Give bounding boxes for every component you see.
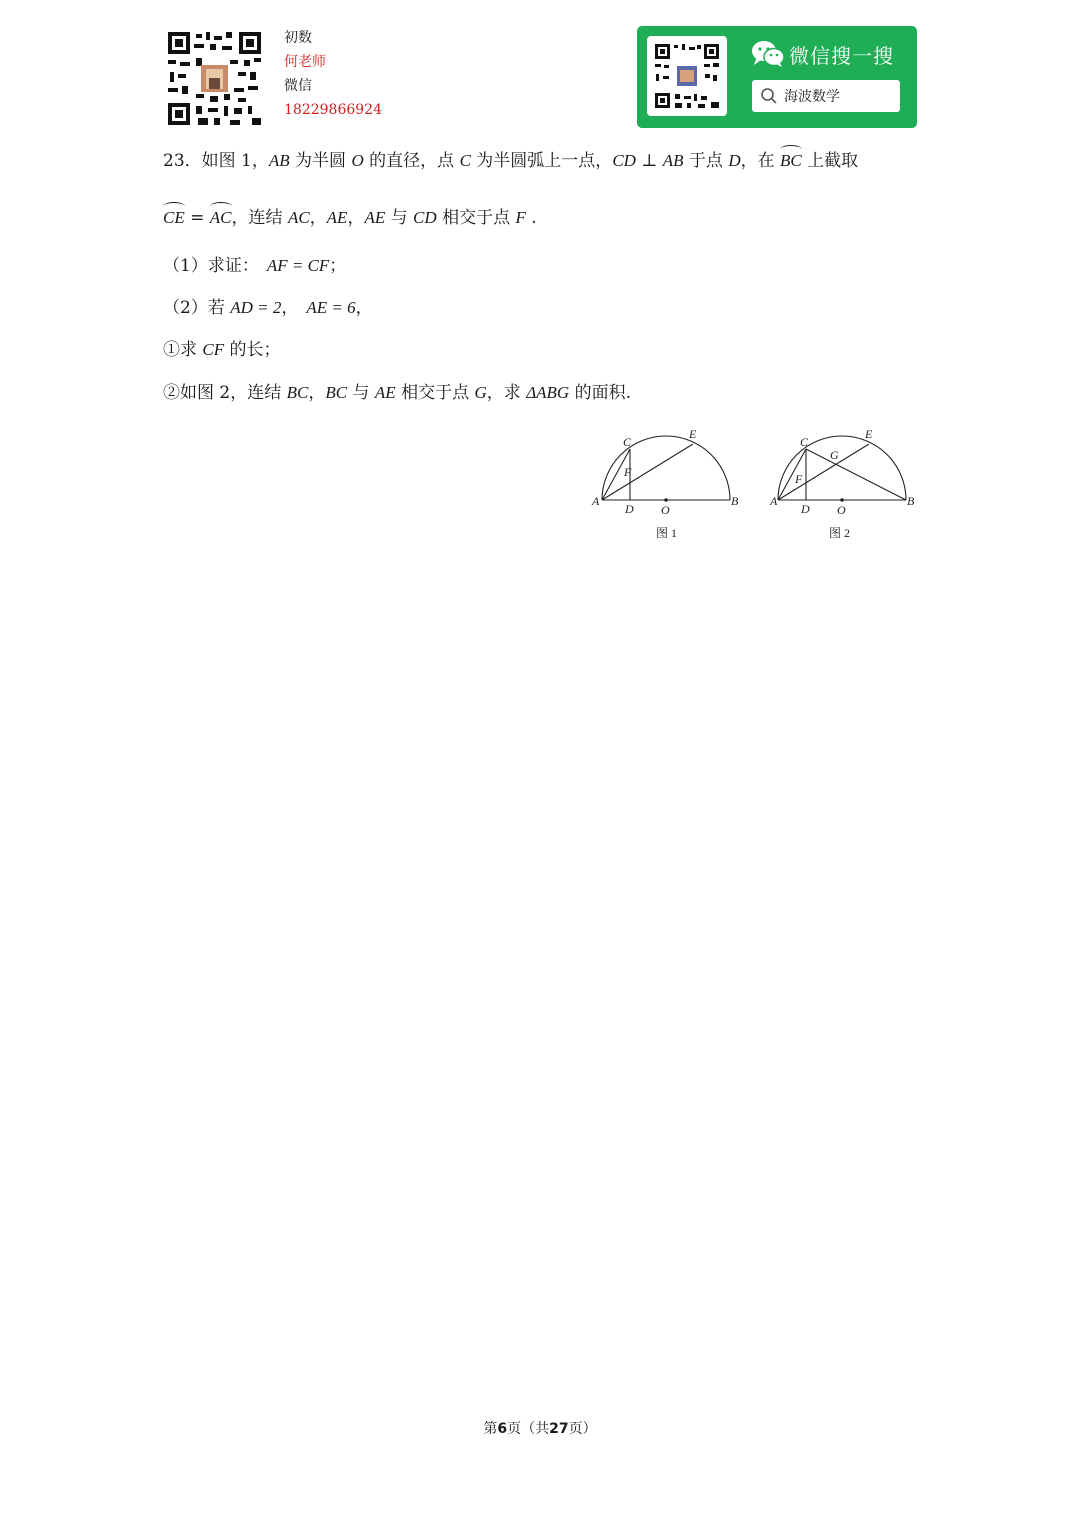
footer-text: 第 — [483, 1421, 498, 1437]
math-symbol: CF — [202, 340, 225, 359]
text-segment: ， — [309, 208, 327, 228]
math-symbol: F — [515, 208, 526, 227]
text-segment: 为半圆 — [289, 151, 352, 171]
wechat-search-title: 微信搜一搜 — [789, 44, 894, 68]
fig2-label-E: E — [865, 427, 873, 441]
wechat-search-banner — [637, 26, 917, 128]
text-segment: ； — [329, 256, 347, 276]
math-arc-symbol: AC — [209, 208, 232, 227]
text-segment: 与 — [347, 383, 375, 403]
search-icon — [760, 87, 778, 105]
fig2-label-G: G — [830, 448, 839, 462]
math-symbol: C — [459, 151, 471, 170]
text-segment: 的直径，点 — [363, 151, 460, 171]
text-segment: ， — [308, 383, 326, 403]
fig1-caption: 图 1 — [656, 526, 678, 540]
math-symbol: BC — [325, 383, 348, 402]
fig2-label-O: O — [837, 503, 846, 517]
math-operator: ⊥ — [635, 151, 663, 171]
text-segment: 上截取 — [801, 151, 859, 171]
wechat-qr-frame — [647, 36, 727, 116]
text-segment: 如图 1， — [201, 151, 269, 171]
fig1-label-D: D — [625, 502, 634, 516]
page-number: 6 — [497, 1421, 508, 1437]
fig1-label-C: C — [623, 435, 632, 449]
text-segment: ，求 — [486, 383, 527, 403]
contact-info — [284, 26, 382, 122]
question-sub-1 — [163, 339, 281, 361]
footer-text: 页） — [568, 1421, 597, 1437]
math-symbol: AB — [268, 151, 290, 170]
text-segment: ， — [281, 298, 299, 318]
fig1-label-A: A — [592, 494, 600, 508]
text-segment: ②如图 2，连结 — [163, 383, 287, 403]
question-sub-2 — [163, 382, 631, 404]
text-segment: . — [525, 208, 537, 228]
wechat-qr-code-image — [655, 44, 719, 108]
fig1-label-B: B — [731, 494, 739, 508]
fig2-label-F: F — [795, 472, 803, 486]
wechat-search-text: 海波数学 — [784, 89, 840, 105]
math-symbol: CD — [413, 208, 437, 227]
contact-subject: 初数 — [284, 30, 312, 46]
page-footer — [0, 1418, 1080, 1438]
fig1-label-E: E — [689, 427, 697, 441]
geometry-figures — [590, 425, 920, 550]
text-segment: ，在 — [740, 151, 781, 171]
math-arc-symbol: BC — [780, 151, 802, 170]
math-symbol: AE — [326, 208, 348, 227]
text-segment: 的面积. — [569, 383, 632, 403]
fig2-label-B: B — [907, 494, 915, 508]
text-segment: 的长； — [224, 340, 281, 360]
question-line-1 — [163, 150, 858, 172]
text-segment: ， — [355, 298, 373, 318]
math-symbol: D — [728, 151, 741, 170]
math-operator: = — [184, 208, 210, 228]
fig1-label-F: F — [624, 465, 632, 479]
text-segment: ， — [347, 208, 365, 228]
text-segment: 相交于点 — [395, 383, 475, 403]
wechat-logo-icon — [751, 40, 785, 68]
wechat-search-field — [752, 80, 900, 112]
math-expression: AF = CF — [266, 256, 330, 275]
fig2-caption: 图 2 — [829, 526, 851, 540]
figure-2 — [769, 427, 915, 540]
figure-1 — [591, 427, 739, 540]
text-segment: 于点 — [683, 151, 729, 171]
math-symbol: AB — [662, 151, 684, 170]
question-number: 23． — [163, 151, 202, 171]
fig2-label-C: C — [800, 435, 809, 449]
math-symbol: AC — [287, 208, 310, 227]
contact-phone: 18229866924 — [284, 102, 382, 118]
footer-text: 页（共 — [507, 1421, 550, 1437]
question-part-1 — [163, 255, 346, 277]
fig2-label-A: A — [770, 494, 778, 508]
math-symbol: AE — [364, 208, 386, 227]
math-symbol: AE — [374, 383, 396, 402]
math-symbol: G — [474, 383, 487, 402]
text-segment: （2）若 — [163, 298, 231, 318]
fig1-label-O: O — [661, 503, 670, 517]
question-part-2 — [163, 297, 373, 319]
contact-teacher: 何老师 — [284, 54, 326, 70]
page-total: 27 — [549, 1421, 569, 1437]
contact-wechat-label: 微信 — [284, 78, 312, 94]
text-segment: 为半圆弧上一点， — [470, 151, 613, 171]
math-symbol: BC — [286, 383, 309, 402]
text-segment: ，连结 — [231, 208, 288, 228]
question-line-2 — [163, 207, 537, 229]
text-segment: ①求 — [163, 340, 203, 360]
math-arc-symbol: CE — [163, 208, 185, 227]
math-expression: AE = 6 — [306, 298, 356, 317]
text-segment: 相交于点 — [436, 208, 516, 228]
text-segment: （1）求证： — [163, 256, 259, 276]
text-segment: 与 — [385, 208, 414, 228]
fig2-label-D: D — [801, 502, 810, 516]
math-expression: AD = 2 — [230, 298, 282, 317]
math-symbol: ΔABG — [526, 383, 570, 402]
math-symbol: O — [351, 151, 364, 170]
qr-code-image — [168, 32, 261, 125]
math-symbol: CD — [612, 151, 636, 170]
